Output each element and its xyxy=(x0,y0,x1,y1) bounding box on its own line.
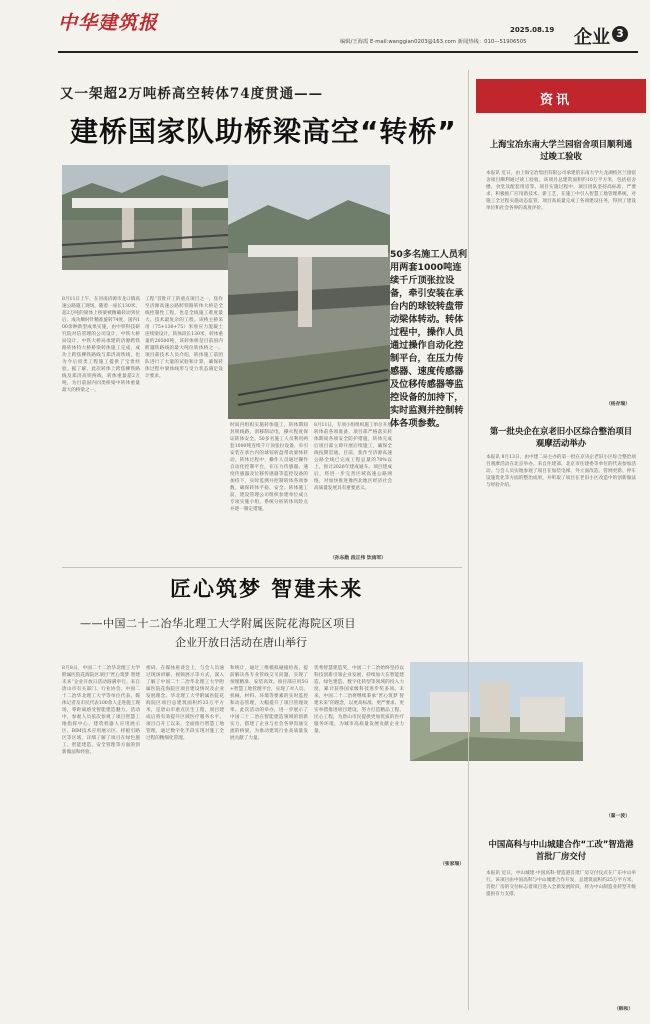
masthead xyxy=(0,0,650,52)
article2-col3: 和统计，通过三维模拟碰撞检查，提前解决各专业管线交叉问题，实现了预埋精准、安装高效。项目部应用5G+智慧工地管理平台，实现了对人员、机械、材料、环境等要素的实时监控和动态管理，大幅提升了项目管理效率。此次活动的举办，进一步展示了中国二十二冶在智能建造领域的创新实力，搭建了企业与社会各界沟通交流的桥梁，为推动建筑行业高质量发展贡献了力量。 xyxy=(230,666,308,741)
news1-title: 上海宝冶东南大学兰园宿舍项目顺利通过竣工验收 xyxy=(489,139,633,161)
article1-col2: 工程“首批开工的重点项目之一，焦作至济源高速公路跨铁路转体大桥是全线控制性工程，也是全线施工难度最大、技术最复杂的工程。该桥主桥采用（75+130+75）米预应力混凝土连续梁设计，转体段长130米，转体重量约20500吨，该转体桥是目前国内跨越铁路线的最大吨位转体桥之一。项目部技术人员介绍，转体施工前团队进行了大量的试验和计算，确保转体过程中梁体线形与受力状态满足设计要求。 xyxy=(145,297,223,379)
issue-date: 2025.08.19 xyxy=(510,26,555,34)
news2-title: 第一批央企在京老旧小区综合整治项目观摩活动举办 xyxy=(489,426,633,448)
news3-body: 本报讯 近日，中山城建·中国高科·智造港首批厂房交付仪式在广东中山举行。该项目由中国高科与中山城建合作开发，总建筑面积约25万平方米，首批厂房的交付标志着项目进入全新发展阶段，将为中山制造业转型升级提供有力支撑。 xyxy=(486,871,636,897)
article1-col4: 8月11日，专项小组组织施工单位开展转体前各项准备，项目部严格落实转体期间各项安全防护措施，转体完成后项目部立即开展后续施工，确保全线按期贯通。目前，焦作至济源高速公路全线已完成工程总量的70%以上，预计2026年建成通车。项目建成后，将进一步完善区域高速公路网络，对加快推进豫西北地区经济社会高质量发展具有重要意义。 xyxy=(314,423,392,491)
article2-headline: 匠心筑梦 智建未来 xyxy=(170,577,364,601)
news2-author: （翟一波） xyxy=(606,813,630,819)
newspaper-logo: 中华建筑报 xyxy=(58,12,159,34)
masthead-rule xyxy=(58,51,638,53)
page-number: 3 xyxy=(612,26,628,42)
article1-col3: 时间内组织实施转体施工，转体期间封锁线路，滑移制动电，操火程度保证转体安全。50多名施工人员利用两套1000吨连续千斤顶张拉设备，牵引安装在承台内的球铰转盘带动梁体转动。转体过程中，操作人员通过操作自动化控制平台，在压力传感器、速度传感器及位移传感器等监控设备的加持下，实时监测并控制转体各项参数，确保转体平稳、安全。转体施工前，建设管理公司组织参建单位成立专项实施小组，系统分析转体风险点并逐一制定措施。 xyxy=(230,423,308,512)
sidebar-title: 资讯 xyxy=(540,93,573,108)
editor-line: 编辑/王海霞 E-mail:wanggian0203@163.com 新闻热线：010—51906505 xyxy=(340,39,527,45)
article2-col1: 8月8日，中国二十二冶华北理工大学附属医院花海院区项目“匠心筑梦 智建未来”企业开放日活动圆满举行。来自唐山市有关部门、行业协会、中国二十二冶华北理工大学等单位代表、媒体记者及市民代表100余人走进施工现场，零距离感受智能建造魅力。活动中，参观人员依次参观了项目智慧工地指挥中心、建筑机器人应用展示区、BIM技术应用展示区、样板引路区等区域，详细了解了项目在绿色施工、智能建造、安全管理等方面的创新做法和经验。 xyxy=(62,666,140,755)
news3-title: 中国高科与中山城建合作“工改”智造港首批厂房交付 xyxy=(488,839,634,861)
news3-author: （韩和） xyxy=(614,1006,634,1012)
article2-col2: 密码。在媒体座谈会上，与会人员通过现场讲解、视频展示等方式，深入了解了中国二十二冶华北理工大学附属医院花海院区项目建设情况及企业发展理念。华北理工大学附属医院花海院区项目总建筑面积约33万平方米，是唐山市重点民生工程，项目建成后将有效提升区域医疗服务水平。项目自开工以来，全面推行智慧工地管理，通过数字化手段实现对施工全过程的精细化管理。 xyxy=(146,666,224,741)
article2-subtitle-2: 企业开放日活动在唐山举行 xyxy=(175,636,307,649)
news1-body: 本报讯 近日，由上海宝冶集团有限公司承建的东南大学九龙湖校区兰园宿舍项目顺利通过竣工验收。该项目总建筑面积约10万平方米，包括宿舍楼、食堂及配套用房等。项目实施过程中，项目团队坚持高标准、严要求，积极推广应用新技术、新工艺，在施工中引入智慧工地管理系统，对施工全过程实施动态监管。项目高质量完成了各项建设任务，得到了建设单位和社会各界的高度评价。 xyxy=(486,171,636,211)
article2-subtitle-1: ——中国二十二冶华北理工大学附属医院花海院区项目 xyxy=(80,617,356,630)
article1-byline: （孙东勋 段正伟 饮雨军） xyxy=(330,555,387,561)
article1-headline: 建桥国家队助桥梁高空“转桥” xyxy=(70,115,457,148)
divider xyxy=(62,567,462,568)
article1-col1: 8月11日上午，在河南济源市龙口镇高速公路施工现场，随着一座长130米、超2万吨的梁体上桥梁被精确转动到位后，成功顺时针精准旋转74度，国内100余种新型成果实施，由中铁科技研究院对信管理的公司设计，中铁大桥局设计、中铁大桥局承建的济源跨铁路转体特大桥桥梁转体施工完成，成功上跨焦柳铁路线与郑济高铁线，也为今后同类工程施工提供了宝贵经验。据了解，此次转体上跨焦柳铁路线及郑济高铁两线，转体重量超2万吨，为目前国内同类桥梁中转体重量最大的桥梁之一。 xyxy=(62,297,140,393)
article1-kicker: 又一架超2万吨桥高空转体74度贯通—— xyxy=(60,86,324,102)
sidebar-divider xyxy=(468,70,469,1010)
article2-col4: 优秀智慧建造奖，中国二十二冶始终坚持以科技创新引领企业发展，持续加大在智能建造、绿色建造、数字化转型等领域的投入力度，累计获得国家级科技进步奖多项。未来，中国二十二冶将继续秉承“匠心筑梦 智建未来”的理念，以更高标准、更严要求、更实举措推进项目建设，努力打造精品工程、民心工程，为唐山市民提供更加优质的医疗服务环境，为城市高质量发展贡献企业力量。 xyxy=(314,666,404,734)
article1-pull-quote: 50多名施工人员利用两套1000吨连续千斤顶张拉设备，牵引安装在承台内的球铰转盘带动梁体转动。转体过程中，操作人员通过操作自动化控制平台，在压力传感器、速度传感器及位移传感器等监控设备的加持下，实时监测并控制转体各项参数。 xyxy=(390,249,468,429)
news2-body: 本报讯 8月13日，由中建二局主办的第一批在京央企老旧小区综合整治项目观摩活动在北京举办。来自住建部、北京市住建委等单位的代表参加活动。与会人员实地参观了项目在加装电梯、外立面改造、管网更新、停车设施优化等方面的整治成果，并听取了项目在老旧小区改造中的创新做法与经验介绍。 xyxy=(486,455,636,488)
bridge-photo-main xyxy=(62,165,422,270)
section-name: 企业 xyxy=(574,27,610,48)
news1-author: （杨存瑞） xyxy=(606,401,630,407)
article2-byline: （张家瑞） xyxy=(440,861,464,867)
